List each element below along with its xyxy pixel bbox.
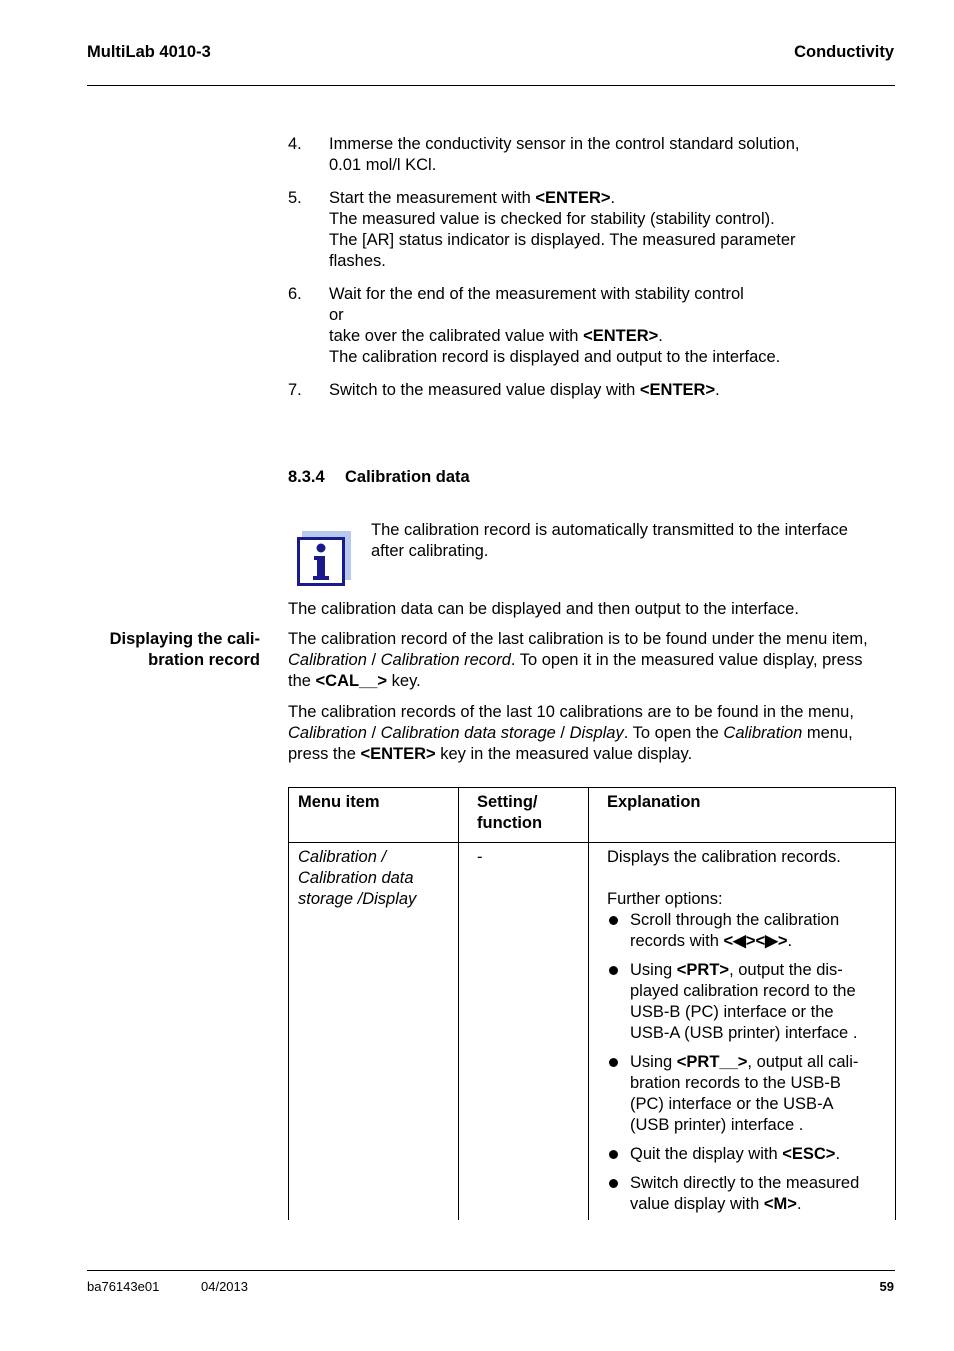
key-enter: <ENTER> bbox=[639, 381, 716, 399]
list-item bbox=[607, 1144, 889, 1165]
step-text-part: . bbox=[658, 327, 663, 345]
step-text bbox=[329, 380, 888, 401]
step-text-part: Start the measurement with bbox=[329, 189, 536, 207]
bullet-icon bbox=[609, 1058, 618, 1067]
step-text: flashes. bbox=[329, 252, 386, 270]
para-text: / bbox=[555, 724, 570, 742]
table-border bbox=[288, 842, 896, 843]
info-icon bbox=[297, 531, 351, 587]
step-number: 7. bbox=[288, 381, 302, 399]
step-number: 5. bbox=[288, 189, 302, 207]
cell-text: (USB printer) interface . bbox=[630, 1116, 804, 1134]
para-text: / bbox=[366, 651, 381, 669]
para-text: key. bbox=[387, 672, 421, 690]
footer-doc-code: ba76143e01 bbox=[87, 1279, 160, 1294]
key-enter: <ENTER> bbox=[535, 189, 611, 207]
menu-path-item: Calibration record bbox=[380, 651, 511, 669]
key-prt-long: <PRT__> bbox=[676, 1053, 748, 1071]
cell-text: Switch directly to the measured bbox=[630, 1174, 860, 1192]
bullet-icon bbox=[609, 966, 618, 975]
key-arrows: <◀><▶> bbox=[723, 932, 788, 950]
table-border bbox=[288, 787, 289, 1220]
table-border bbox=[895, 787, 896, 1220]
key-enter: <ENTER> bbox=[360, 745, 436, 763]
column-header-explanation: Explanation bbox=[607, 793, 701, 811]
table-cell-menu-item bbox=[298, 847, 416, 910]
cell-text: records with bbox=[630, 932, 724, 950]
cell-text: Scroll through the calibration bbox=[630, 911, 840, 929]
step-text: The measured value is checked for stability (stability control). bbox=[329, 210, 775, 228]
step-list bbox=[288, 134, 888, 413]
step-text bbox=[329, 188, 888, 209]
para-text: key in the measured value display. bbox=[435, 745, 693, 763]
key-prt: <PRT> bbox=[676, 961, 730, 979]
cell-text: (PC) interface or the USB-A bbox=[630, 1095, 834, 1113]
calibration-storage-paragraph bbox=[288, 702, 898, 765]
list-item bbox=[607, 960, 889, 1044]
key-esc: <ESC> bbox=[782, 1145, 836, 1163]
info-note bbox=[371, 520, 896, 562]
section-number: 8.3.4 bbox=[288, 468, 325, 486]
cell-text: Calibration / bbox=[298, 848, 387, 866]
column-header-menu-item: Menu item bbox=[298, 793, 380, 811]
table-cell-setting: - bbox=[477, 848, 483, 866]
step-text: Immerse the conductivity sensor in the control standard solution, bbox=[329, 135, 800, 153]
step-text-part: . bbox=[610, 189, 616, 207]
cell-text: , output the dis- bbox=[729, 961, 843, 979]
step-text-part: . bbox=[715, 381, 720, 399]
footer-date: 04/2013 bbox=[201, 1279, 248, 1294]
cell-text: Quit the display with bbox=[630, 1145, 783, 1163]
cell-text: , output all cali- bbox=[747, 1053, 859, 1071]
step-text bbox=[329, 326, 888, 347]
menu-path-item: Display bbox=[569, 724, 624, 742]
list-item bbox=[607, 1052, 889, 1136]
header-text: Setting/ bbox=[477, 793, 538, 811]
list-item bbox=[607, 910, 889, 952]
intro-paragraph: The calibration data can be displayed and then output to the interface. bbox=[288, 600, 799, 618]
step-text-part: take over the calibrated value with bbox=[329, 327, 584, 345]
step-text: The calibration record is displayed and output to the interface. bbox=[329, 348, 781, 366]
section-heading bbox=[288, 468, 470, 487]
page-number: 59 bbox=[879, 1279, 894, 1294]
step-text: The [AR] status indicator is displayed. The measured parameter bbox=[329, 231, 796, 249]
table-border bbox=[288, 787, 896, 788]
footer-rule bbox=[87, 1270, 895, 1271]
step-text: 0.01 mol/l KCl. bbox=[329, 156, 437, 174]
step-5 bbox=[288, 188, 888, 272]
step-text: Wait for the end of the measurement with stability control bbox=[329, 285, 744, 303]
column-header-setting bbox=[477, 792, 542, 834]
key-enter: <ENTER> bbox=[583, 327, 659, 345]
key-cal: <CAL__> bbox=[315, 672, 388, 690]
menu-path-item: Calibration bbox=[288, 724, 367, 742]
para-text: . To open it in the measured value display, press bbox=[510, 651, 863, 669]
para-text: The calibration record of the last calibration is to be found under the menu item, bbox=[288, 630, 868, 648]
menu-path-item: Calibration data storage bbox=[380, 724, 556, 742]
step-6 bbox=[288, 284, 888, 368]
cell-text: . bbox=[796, 1195, 802, 1213]
key-m: <M> bbox=[763, 1195, 797, 1213]
cell-text: Displays the calibration records. bbox=[607, 848, 841, 866]
side-heading-line: Displaying the cali- bbox=[109, 630, 260, 648]
cell-text: . bbox=[787, 932, 793, 950]
para-text: press the bbox=[288, 745, 361, 763]
menu-path-item: Calibration bbox=[288, 651, 367, 669]
calibration-menu-table bbox=[288, 787, 896, 1220]
info-text-line: after calibrating. bbox=[371, 542, 489, 560]
info-text-line: The calibration record is automatically transmitted to the interface bbox=[371, 521, 848, 539]
step-number: 4. bbox=[288, 135, 302, 153]
header-chapter: Conductivity bbox=[794, 43, 894, 61]
cell-text: USB-A (USB printer) interface . bbox=[630, 1024, 858, 1042]
side-heading bbox=[60, 629, 260, 671]
cell-text: Calibration data bbox=[298, 869, 414, 887]
cell-text: played calibration record to the bbox=[630, 982, 856, 1000]
calibration-record-paragraph bbox=[288, 629, 898, 692]
header-product: MultiLab 4010-3 bbox=[87, 43, 211, 61]
step-text: or bbox=[329, 306, 344, 324]
bullet-icon bbox=[609, 1179, 618, 1188]
menu-path-item: Calibration bbox=[723, 724, 803, 742]
para-text: the bbox=[288, 672, 316, 690]
header-text: function bbox=[477, 814, 543, 832]
section-title: Calibration data bbox=[345, 468, 470, 486]
header-rule bbox=[87, 85, 895, 86]
cell-text: Using bbox=[630, 1053, 677, 1071]
table-border bbox=[458, 787, 459, 1220]
cell-text: . bbox=[835, 1145, 841, 1163]
step-number: 6. bbox=[288, 285, 302, 303]
cell-text: storage /Display bbox=[298, 890, 417, 908]
step-4 bbox=[288, 134, 888, 176]
cell-text: Using bbox=[630, 961, 677, 979]
side-heading-line: bration record bbox=[148, 651, 260, 669]
cell-text: value display with bbox=[630, 1195, 764, 1213]
para-text: . To open the bbox=[623, 724, 724, 742]
cell-text: Further options: bbox=[607, 890, 723, 908]
cell-text: USB-B (PC) interface or the bbox=[630, 1003, 834, 1021]
bullet-icon bbox=[609, 916, 618, 925]
para-text: menu, bbox=[802, 724, 853, 742]
cell-text: bration records to the USB-B bbox=[630, 1074, 841, 1092]
step-7 bbox=[288, 380, 888, 401]
para-text: The calibration records of the last 10 calibrations are to be found in the menu, bbox=[288, 703, 854, 721]
para-text: / bbox=[366, 724, 381, 742]
step-text-part: Switch to the measured value display with bbox=[329, 381, 640, 399]
table-border bbox=[588, 787, 589, 1220]
list-item bbox=[607, 1173, 889, 1215]
table-cell-explanation bbox=[607, 847, 889, 1215]
bullet-icon bbox=[609, 1150, 618, 1159]
